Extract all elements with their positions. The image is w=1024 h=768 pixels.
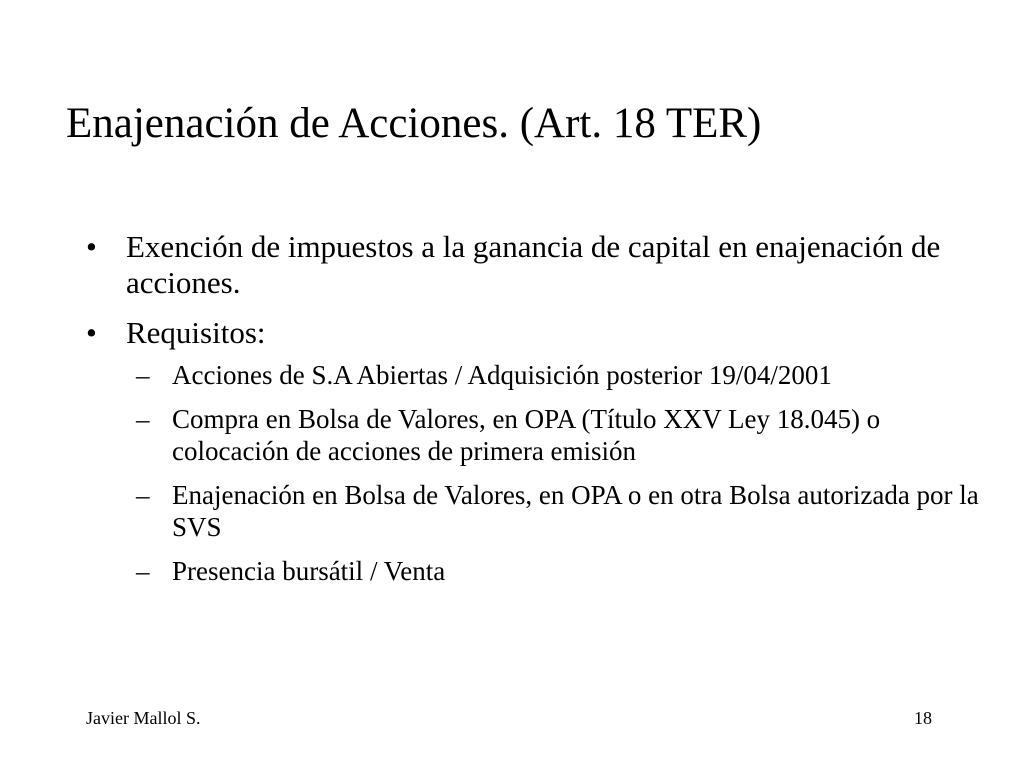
sub-bullet-item — [126, 403, 980, 467]
dash-marker: – — [136, 480, 150, 510]
footer-author: Javier Mallol S. — [86, 708, 201, 728]
dash-marker: – — [136, 360, 150, 390]
sub-bullet-text: Enajenación en Bolsa de Valores, en OPA o en otra Bolsa autorizada por la SVS — [172, 480, 979, 542]
bullet-item — [80, 229, 980, 301]
sub-bullet-text: Presencia bursátil / Venta — [172, 556, 446, 586]
bullet-item — [80, 315, 980, 587]
bullet-text: Requisitos: — [126, 315, 266, 350]
sub-bullet-text: Compra en Bolsa de Valores, en OPA (Título XXV Ley 18.045) o colocación de acciones de primera emisión — [172, 404, 881, 466]
dash-marker: – — [136, 404, 150, 434]
sub-bullet-item — [126, 359, 980, 391]
slide-title: Enajenación de Acciones. (Art. 18 TER) — [66, 100, 762, 147]
bullet-marker: • — [86, 229, 97, 264]
sub-bullet-item — [126, 479, 980, 543]
bullet-text: Exención de impuestos a la ganancia de capital en enajenación de acciones. — [126, 229, 941, 300]
bullet-marker: • — [86, 315, 97, 350]
sub-bullet-list — [126, 359, 980, 587]
dash-marker: – — [136, 556, 150, 586]
bullet-list — [80, 229, 980, 587]
page-number: 18 — [914, 708, 932, 728]
sub-bullet-item — [126, 555, 980, 587]
sub-bullet-text: Acciones de S.A Abiertas / Adquisición posterior 19/04/2001 — [172, 360, 832, 390]
